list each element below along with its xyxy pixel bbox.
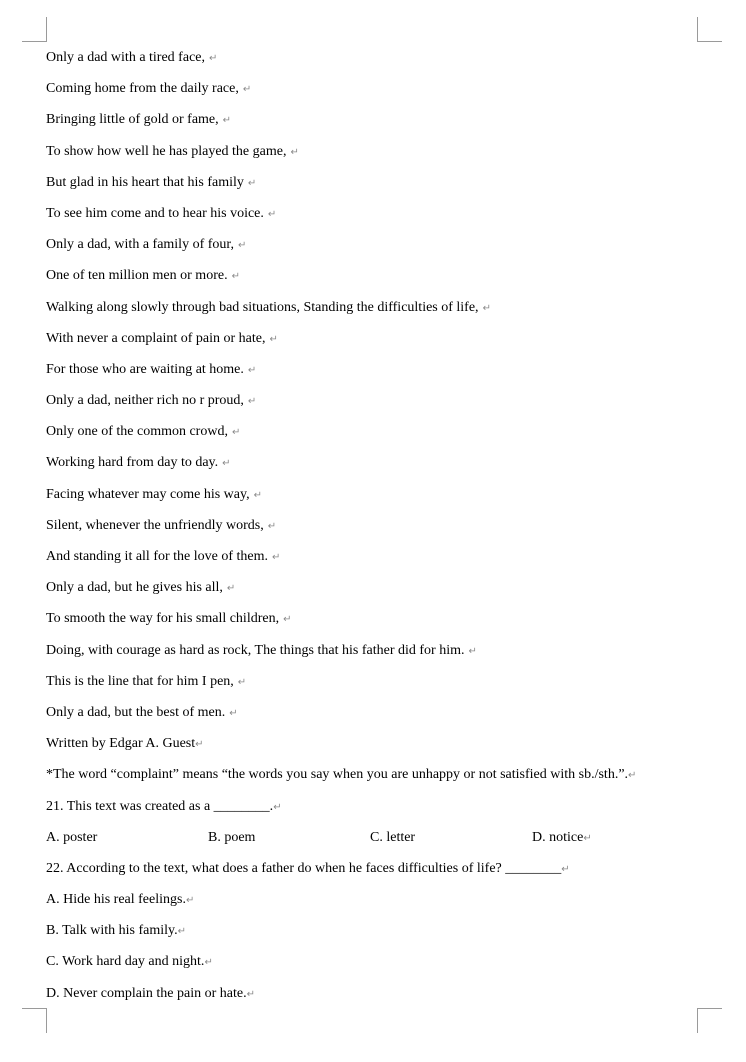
poem-line-text: Only a dad, with a family of four, <box>46 237 235 253</box>
poem-line-text: Only a dad, neither rich no r proud, <box>46 393 244 409</box>
paragraph-mark-icon: ↵ <box>628 770 637 782</box>
paragraph-mark-icon: ↵ <box>222 115 232 127</box>
author-text: Written by Edgar A. Guest <box>46 736 196 752</box>
paragraph-mark-icon: ↵ <box>209 53 218 64</box>
question-22-option-c <box>46 952 706 983</box>
poem-line-text: To show how well he has played the game, <box>46 143 287 159</box>
poem-line-text: Only a dad, but the best of men. <box>46 704 226 720</box>
poem-line-text: Silent, whenever the unfriendly words, <box>46 517 264 533</box>
question-22-option-b <box>46 921 706 952</box>
footnote <box>46 765 706 796</box>
poem-line <box>46 391 706 422</box>
poem-line <box>46 422 706 453</box>
option-a: A. poster <box>46 829 98 845</box>
question-21-text: 21. This text was created as a ________. <box>46 798 274 814</box>
poem-line <box>46 609 706 640</box>
paragraph-mark-icon: ↵ <box>242 84 252 96</box>
poem-line-text: To see him come and to hear his voice. <box>46 205 264 221</box>
poem-line-text: Working hard from day to day. <box>46 455 219 471</box>
paragraph-mark-icon: ↵ <box>283 614 292 626</box>
option-text: B. Talk with his family. <box>46 923 178 939</box>
paragraph-mark-icon: ↵ <box>253 489 262 501</box>
poem-line-text: Only a dad, but he gives his all, <box>46 580 223 596</box>
poem-line-text: Only one of the common crowd, <box>46 424 228 440</box>
question-22-text: 22. According to the text, what does a father do when he faces difficulties of life? ________ <box>46 860 562 876</box>
poem-line-text: But glad in his heart that his family <box>46 174 244 190</box>
poem-line-text: Coming home from the daily race, <box>46 81 239 97</box>
poem-line <box>46 641 706 672</box>
poem-line <box>46 672 706 703</box>
paragraph-mark-icon: ↵ <box>229 707 238 719</box>
poem-line-text: This is the line that for him I pen, <box>46 673 234 689</box>
poem-line <box>46 204 706 235</box>
poem-line-text: To smooth the way for his small children, <box>46 611 280 627</box>
paragraph-mark-icon: ↵ <box>231 427 241 439</box>
paragraph-mark-icon: ↵ <box>468 645 477 657</box>
option-b: B. poem <box>208 829 256 845</box>
poem-line <box>46 79 706 110</box>
paragraph-mark-icon: ↵ <box>247 364 257 376</box>
poem-line-text: Walking along slowly through bad situations, Standing the difficulties of life, <box>46 299 479 315</box>
poem-line <box>46 547 706 578</box>
poem-line-text: Only a dad with a tired face, <box>46 50 205 65</box>
poem-line <box>46 329 706 360</box>
paragraph-mark-icon: ↵ <box>177 926 187 938</box>
paragraph-mark-icon: ↵ <box>561 863 570 875</box>
question-22 <box>46 859 706 890</box>
poem <box>46 48 706 734</box>
paragraph-mark-icon: ↵ <box>247 177 257 189</box>
paragraph-mark-icon: ↵ <box>237 676 247 688</box>
paragraph-mark-icon: ↵ <box>246 988 255 1000</box>
paragraph-mark-icon: ↵ <box>247 396 257 408</box>
option-c: C. letter <box>370 829 416 845</box>
paragraph-mark-icon: ↵ <box>238 240 247 252</box>
poem-line <box>46 578 706 609</box>
poem-line-text: And standing it all for the love of them. <box>46 549 269 564</box>
margin-corner-top-right <box>697 17 722 42</box>
paragraph-mark-icon: ↵ <box>290 146 299 158</box>
question-21 <box>46 797 706 828</box>
poem-line <box>46 266 706 297</box>
paragraph-mark-icon: ↵ <box>273 801 282 813</box>
paragraph-mark-icon: ↵ <box>267 208 277 220</box>
poem-line <box>46 485 706 516</box>
option-text: C. Work hard day and night. <box>46 954 205 970</box>
question-22-option-d <box>46 984 706 1015</box>
paragraph-mark-icon: ↵ <box>231 271 240 283</box>
poem-line-text: Bringing little of gold or fame, <box>46 112 219 128</box>
paragraph-mark-icon: ↵ <box>185 895 195 907</box>
footnote-text: *The word “complaint” means “the words you say when you are unhappy or not satisfied with sb./sth.”. <box>46 767 629 783</box>
poem-line-text: With never a complaint of pain or hate, <box>46 330 266 346</box>
poem-line <box>46 453 706 484</box>
question-22-option-a <box>46 890 706 921</box>
paragraph-mark-icon: ↵ <box>482 302 491 314</box>
question-21-options <box>46 828 706 859</box>
margin-corner-bottom-left <box>22 1008 47 1033</box>
option-d: D. notice <box>532 829 584 845</box>
poem-line <box>46 142 706 173</box>
poem-line <box>46 235 706 266</box>
option-text: D. Never complain the pain or hate. <box>46 985 247 1001</box>
poem-line <box>46 703 706 734</box>
paragraph-mark-icon: ↵ <box>267 520 277 532</box>
poem-line <box>46 173 706 204</box>
poem-line-text: Doing, with courage as hard as rock, The things that his father did for him. <box>46 642 465 658</box>
paragraph-mark-icon: ↵ <box>583 832 592 844</box>
paragraph-mark-icon: ↵ <box>195 739 204 751</box>
paragraph-mark-icon: ↵ <box>222 458 231 470</box>
poem-line <box>46 110 706 141</box>
document-body <box>46 48 706 1015</box>
author-line <box>46 734 706 765</box>
poem-line <box>46 516 706 547</box>
poem-line <box>46 298 706 329</box>
paragraph-mark-icon: ↵ <box>226 583 236 595</box>
paragraph-mark-icon: ↵ <box>204 957 213 969</box>
poem-line-text: For those who are waiting at home. <box>46 361 244 377</box>
option-text: A. Hide his real feelings. <box>46 892 186 908</box>
paragraph-mark-icon: ↵ <box>269 333 278 345</box>
poem-line <box>46 360 706 391</box>
poem-line-text: Facing whatever may come his way, <box>46 486 250 502</box>
poem-line-text: One of ten million men or more. <box>46 268 228 284</box>
poem-line <box>46 48 706 79</box>
paragraph-mark-icon: ↵ <box>272 552 281 563</box>
margin-corner-top-left <box>22 17 47 42</box>
